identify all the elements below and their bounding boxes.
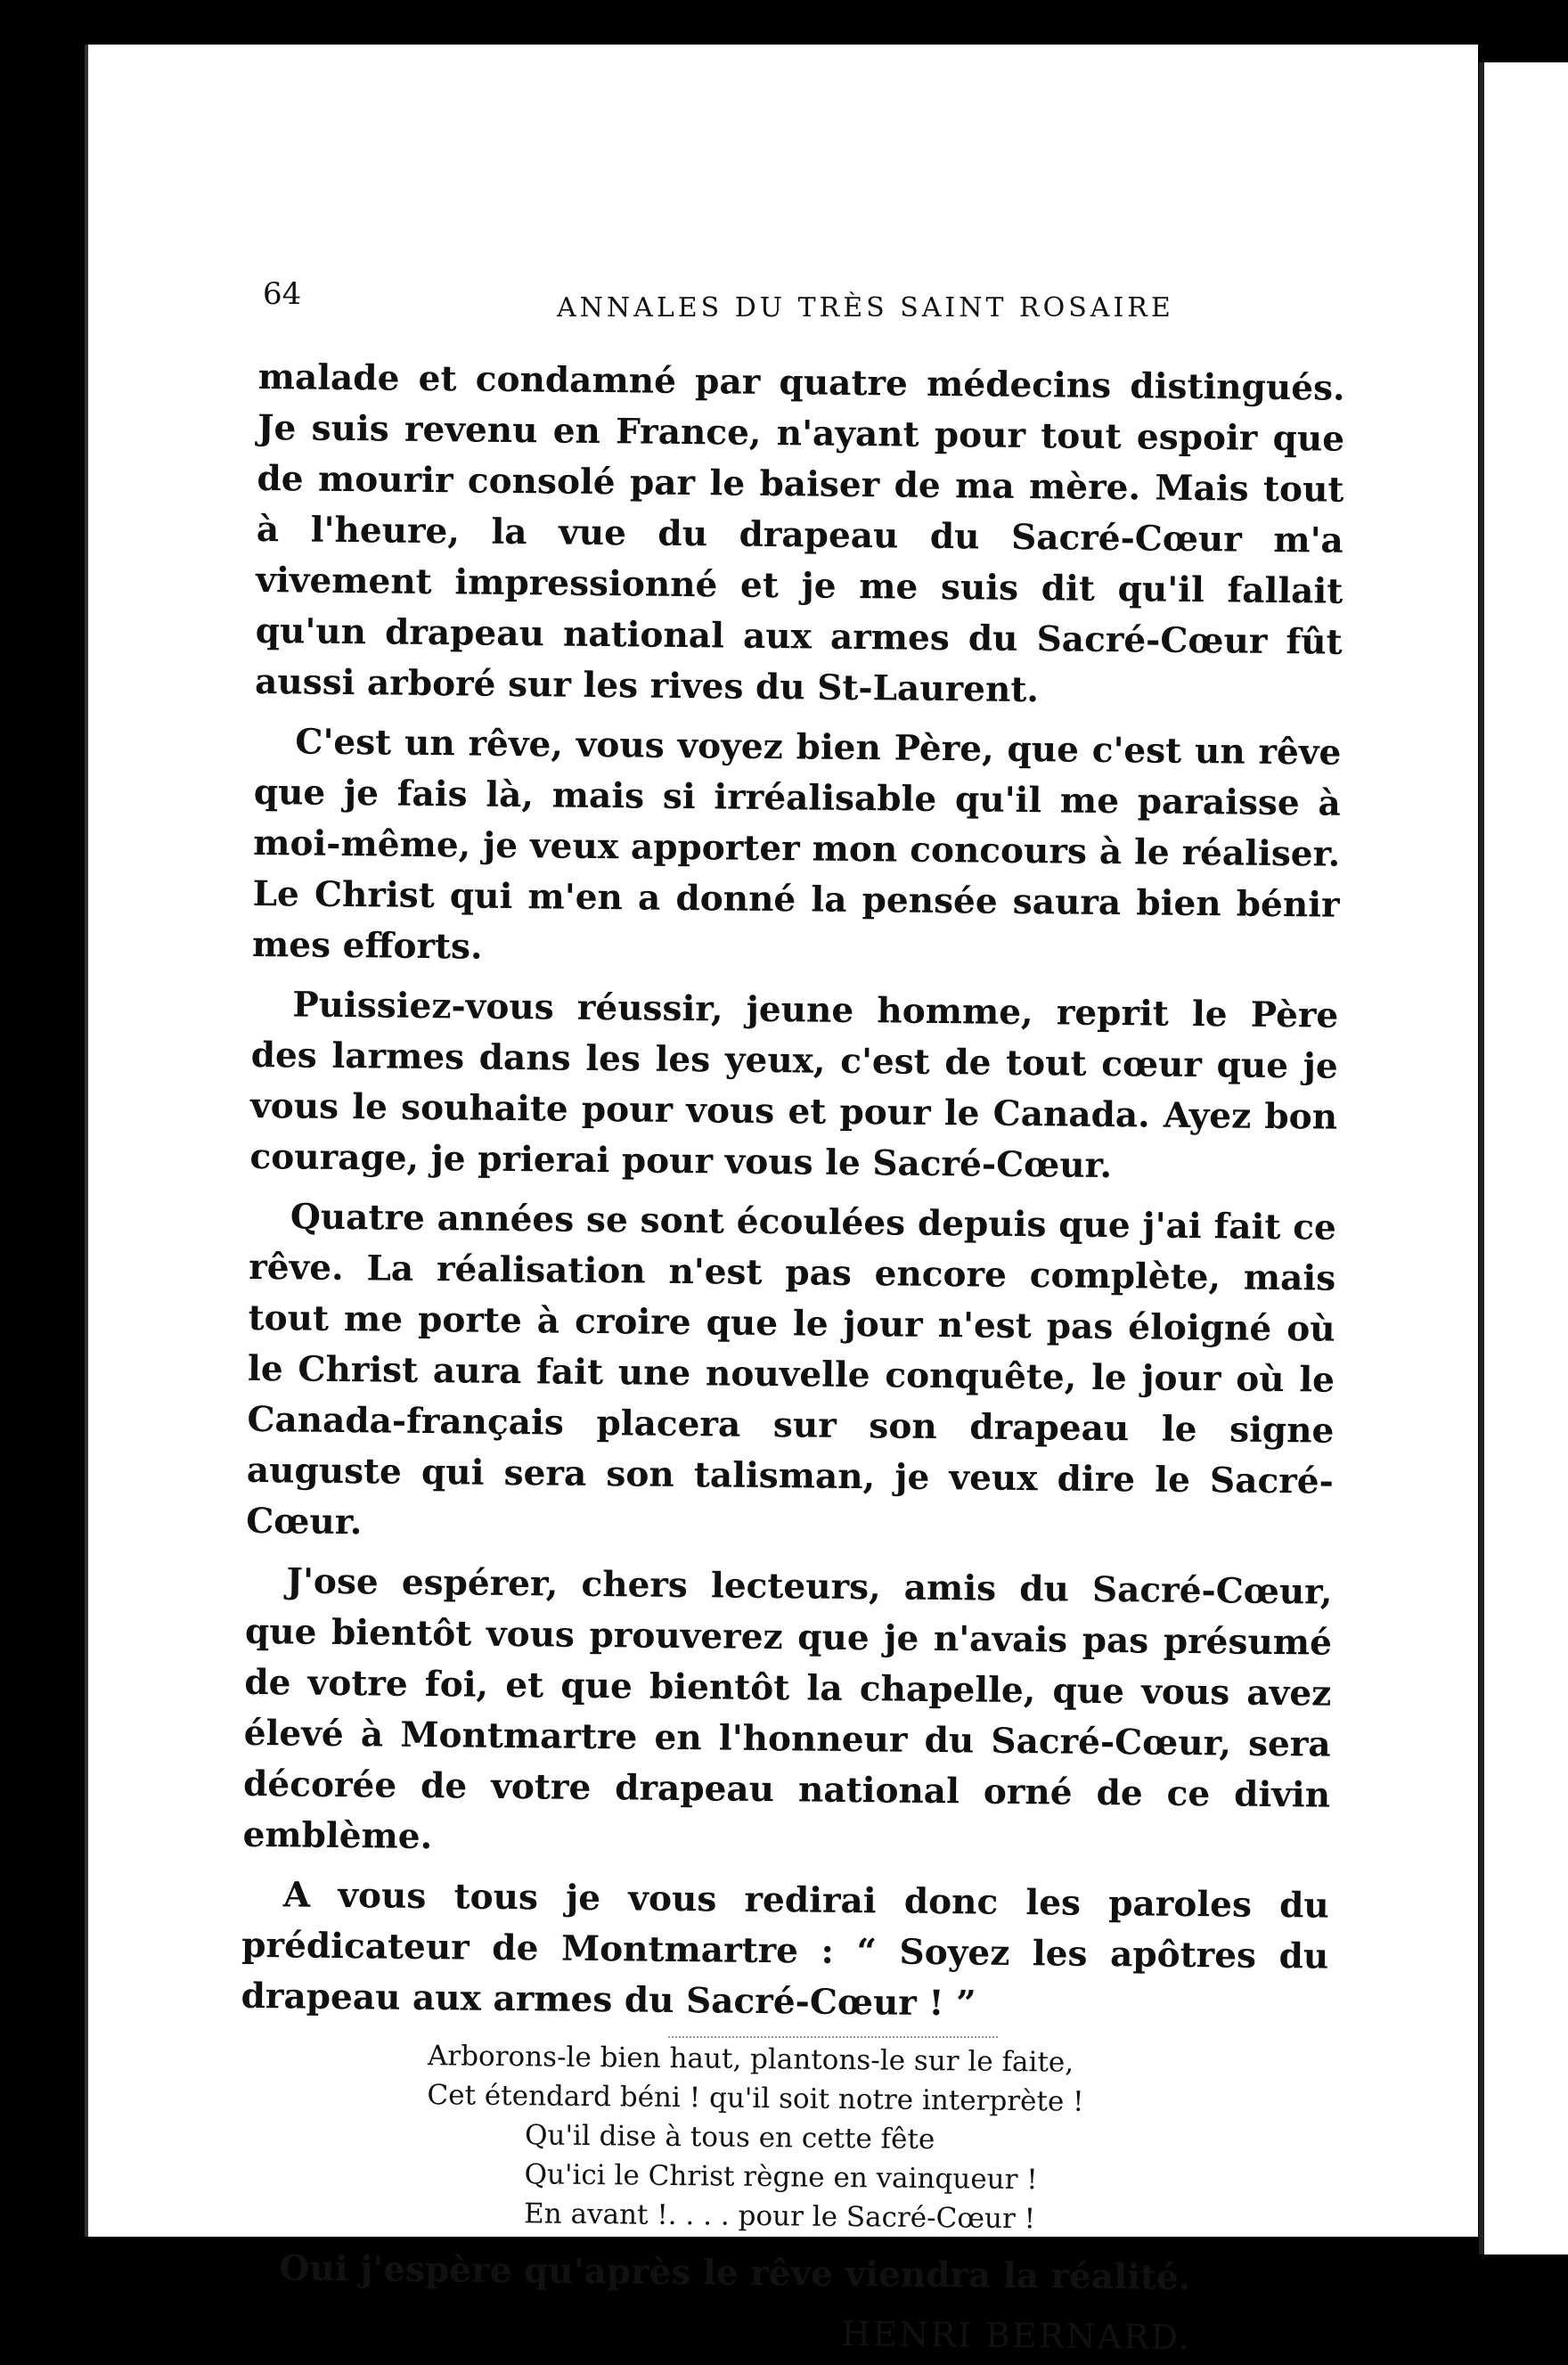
verse-line: Qu'il dise à tous en cette fête: [524, 2119, 935, 2156]
signature: HENRI BERNARD.: [840, 2313, 1191, 2358]
verse-line: En avant !. . . . pour le Sacré-Cœur !: [523, 2197, 1036, 2236]
verse-line: Arborons-le bien haut, plantons-le sur le faite,: [427, 2040, 1074, 2079]
paragraph: A vous tous je vous redirai donc les paroles du prédicateur de Montmartre : “ Soyez les apôtres du drapeau aux armes du Sacré-Cœur ! ”: [241, 1874, 1330, 2025]
page-number: 64: [263, 276, 302, 312]
paragraph: malade et condamné par quatre médecins distingués. Je suis revenu en France, n'ayant pour tout espoir que de mourir consolé par le baiser de ma mère. Mais tout à l'heure, la vue du drapeau du Sacré-Cœur m'a vivement impressionné et je me suis dit qu'il fallait qu'un drapeau national aux armes du Sacré-Cœur fût aussi arboré sur les rives du St-Laurent.: [254, 356, 1345, 711]
running-head: ANNALES DU TRÈS SAINT ROSAIRE: [557, 292, 1174, 323]
verse-line: Qu'ici le Christ règne en vainqueur !: [524, 2158, 1038, 2197]
closing-line: Oui j'espère qu'après le rêve viendra la réalité.: [279, 2247, 1191, 2299]
page-body: [237, 352, 1344, 2365]
end-rule: [668, 2036, 998, 2038]
verse-line: Cet étendard béni ! qu'il soit notre interprète !: [427, 2079, 1084, 2118]
paragraph: Quatre années se sont écoulées depuis que j'ai fait ce rêve. La réalisation n'est pas encore complète, mais tout me porte à croire que le jour n'est pas éloigné où le Christ aura fait une nouvelle conquête, le jour où le Canada-français placera sur son drapeau le signe auguste qui sera son talisman, je veux dire le Sacré-Cœur.: [246, 1196, 1337, 1543]
paragraph: C'est un rêve, vous voyez bien Père, que c'est un rêve que je fais là, mais si irréalisable qu'il me paraisse à moi-même, je veux apporter mon concours à le réaliser. Le Christ qui m'en a donné la pensée saura bien bénir mes efforts.: [251, 721, 1342, 968]
paragraph: Puissiez-vous réussir, jeune homme, reprit le Père des larmes dans les les yeux, c'est de tout cœur que je vous le souhaite pour vous et pour le Canada. Ayez bon courage, je prierai pour vous le Sacré-Cœur.: [249, 984, 1339, 1187]
verse-block: [239, 2034, 1327, 2242]
paragraph: J'ose espérer, chers lecteurs, amis du Sacré-Cœur, que bientôt vous prouverez que je n'avais pas présumé de votre foi, et que bientôt la chapelle, que vous avez élevé à Montmartre en l'honneur du Sacré-Cœur, sera décorée de votre drapeau national orné de ce divin emblème.: [242, 1560, 1333, 1858]
facing-page-edge: [1479, 62, 1568, 2255]
